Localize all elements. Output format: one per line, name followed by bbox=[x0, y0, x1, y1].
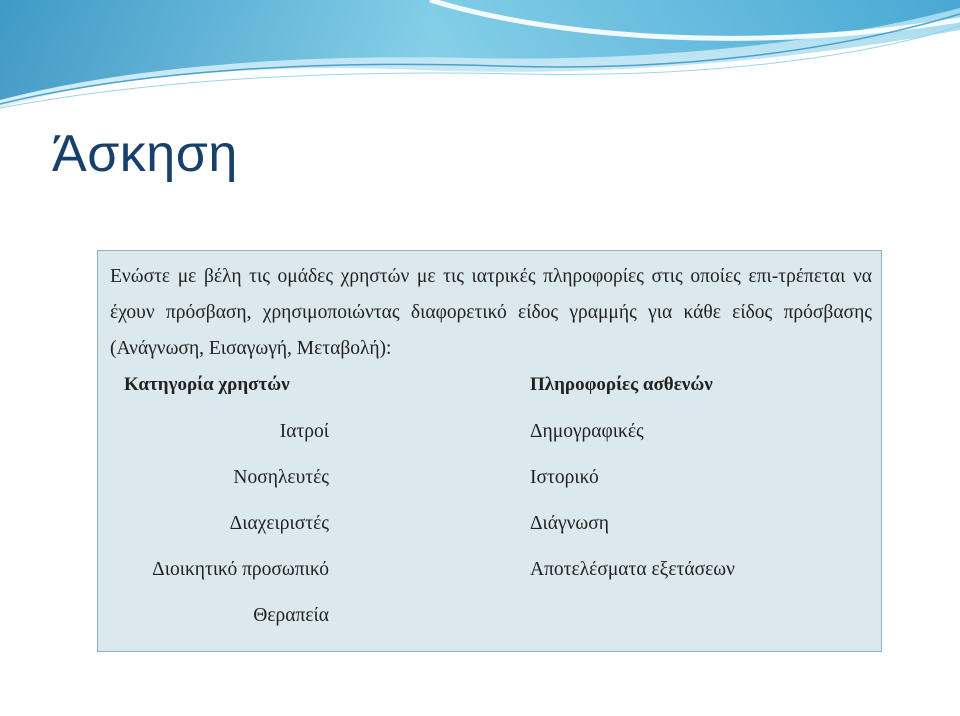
slide-title: Άσκηση bbox=[52, 125, 238, 183]
patient-info-item: Διάγνωση bbox=[530, 513, 609, 534]
user-categories-list bbox=[98, 421, 329, 651]
patient-info-list bbox=[530, 421, 850, 605]
patient-info-item: Δημογραφικές bbox=[530, 421, 644, 442]
user-categories-header: Κατηγορία χρηστών bbox=[124, 374, 290, 395]
exercise-instructions: Ενώστε με βέλη τις ομάδες χρηστών με τις ιατρικές πληροφορίες στις οποίες επι-τρέπεται να έχουν πρόσβαση, χρησιμοποιώντας διαφορετικό είδος γραμμής για κάθε είδος πρόσβασης (Ανάγνωση, Εισαγωγή, Μεταβολή): bbox=[110, 266, 872, 359]
user-category-item: Διαχειριστές bbox=[229, 513, 329, 534]
user-category-item: Νοσηλευτές bbox=[233, 467, 329, 488]
patient-info-header: Πληροφορίες ασθενών bbox=[530, 374, 713, 395]
decorative-wave-banner bbox=[0, 0, 960, 110]
patient-info-item: Αποτελέσματα εξετάσεων bbox=[530, 559, 735, 580]
user-category-item: Ιατροί bbox=[279, 421, 329, 442]
user-category-item: Θεραπεία bbox=[253, 605, 329, 626]
patient-info-item: Ιστορικό bbox=[530, 467, 599, 488]
exercise-box bbox=[97, 250, 882, 652]
user-category-item: Διοικητικό προσωπικό bbox=[152, 559, 329, 580]
